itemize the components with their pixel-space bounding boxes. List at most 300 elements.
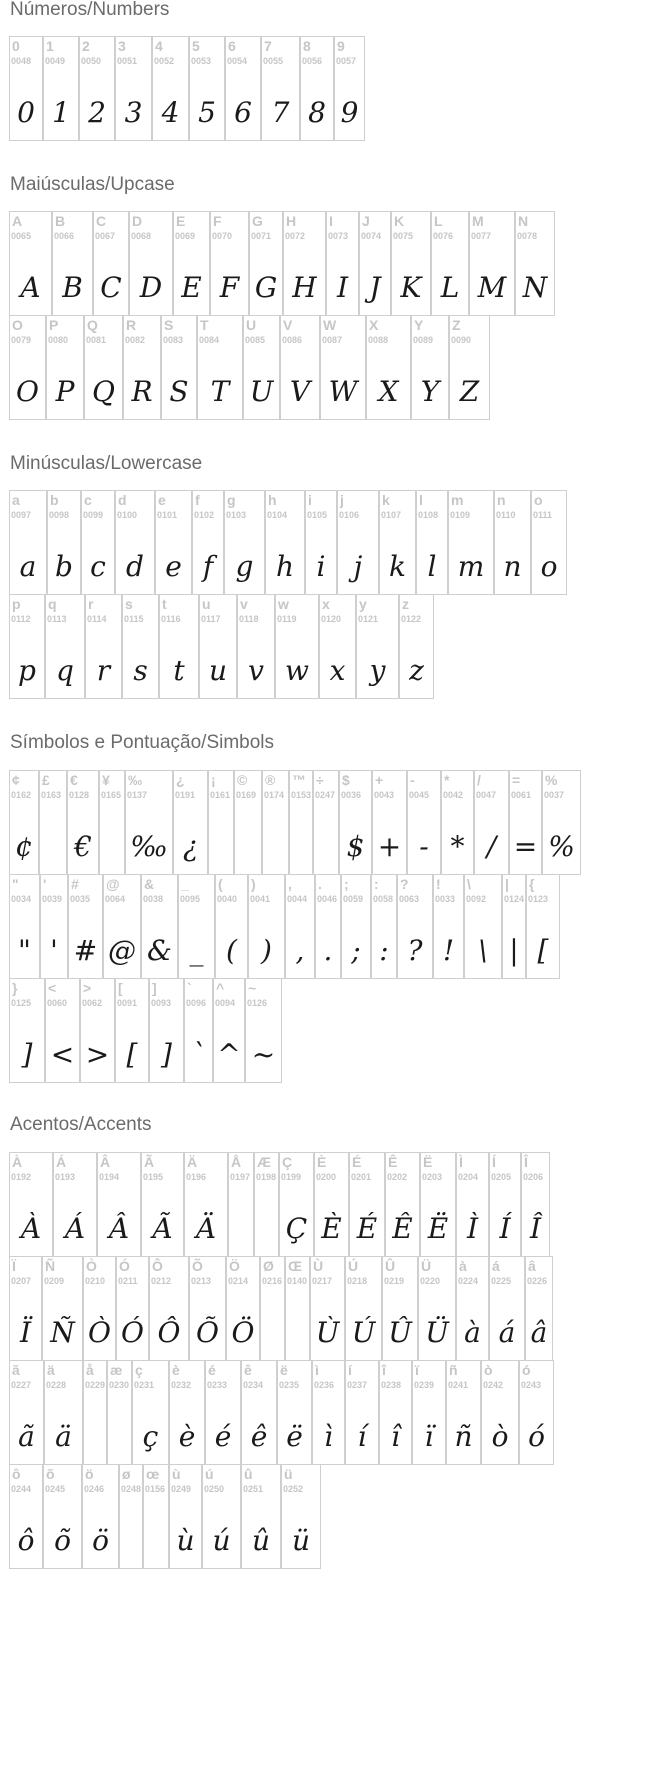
glyph-code-label: 0038 [143,894,164,904]
glyph-cell [265,490,305,595]
glyph-cell [83,1360,107,1465]
glyph-sample: ? [407,934,423,967]
glyph-code-label: 0076 [433,231,454,241]
glyph-code-label: 0231 [134,1380,155,1390]
glyph-char-label: N [518,213,529,229]
glyph-code-label: 0163 [41,790,62,800]
glyph-char-label: Ã [144,1154,155,1170]
glyph-sample: w [285,654,309,687]
glyph-code-label: 0233 [207,1380,228,1390]
glyph-cell [448,490,494,595]
glyph-code-label: 0122 [401,614,422,624]
glyph-sample: á [498,1316,516,1349]
glyph-sample: õ [54,1524,71,1557]
glyph-code-label: 0220 [420,1276,441,1286]
glyph-cell [115,490,155,595]
glyph-code-label: 0048 [11,56,32,66]
glyph-code-label: 0063 [399,894,420,904]
glyph-cell [9,1464,43,1569]
glyph-sample: ä [55,1420,72,1453]
glyph-cell [205,1360,241,1465]
glyph-code-label: 0107 [381,510,402,520]
glyph-sample [290,827,312,867]
glyph-cell [412,1360,446,1465]
glyph-sample [84,1417,106,1457]
glyph-cell [283,211,326,316]
glyph-code-label: 0218 [347,1276,368,1286]
glyph-char-label: ( [218,876,223,892]
glyph-cell [407,770,441,875]
glyph-code-label: 0091 [117,998,138,1008]
glyph-sample: Ú [351,1316,376,1349]
glyph-code-label: 0162 [11,790,32,800]
glyph-sample: / [486,830,497,863]
glyph-sample: ñ [454,1420,473,1453]
glyph-char-label: Î [524,1154,528,1170]
glyph-code-label: 0075 [393,231,414,241]
glyph-code-label: 0126 [247,998,268,1008]
glyph-sample: V [289,375,311,408]
glyph-char-label: Y [414,317,424,333]
glyph-sample: [ [126,1038,138,1071]
glyph-sample: ê [250,1420,268,1453]
glyph-code-label: 0161 [210,790,231,800]
glyph-char-label: ö [85,1466,94,1482]
glyph-cell [122,594,159,699]
glyph-sample: ( [226,934,237,967]
glyph-sample: Q [92,375,115,408]
glyph-char-label: > [83,980,92,996]
glyph-char-label: ¥ [102,772,110,788]
glyph-cell [521,1152,550,1257]
glyph-char-label: V [283,317,293,333]
glyph-code-label: 0251 [243,1484,264,1494]
glyph-cell [241,1464,281,1569]
glyph-char-label: Í [492,1154,496,1170]
glyph-code-label: 0203 [422,1172,443,1182]
glyph-code-label: 0249 [171,1484,192,1494]
glyph-code-label: 0033 [435,894,456,904]
glyph-char-label: ¢ [12,772,20,788]
glyph-cell [248,874,285,979]
glyph-char-label: Ó [119,1258,130,1274]
glyph-char-label: ò [484,1362,493,1378]
glyph-char-label: Å [231,1154,242,1170]
section-title: Minúsculas/Lowercase [10,453,203,474]
glyph-code-label: 0206 [523,1172,544,1182]
glyph-sample: c [90,550,106,583]
glyph-code-label: 0209 [44,1276,65,1286]
glyph-sample: B [62,271,83,304]
glyph-cell [245,978,282,1083]
glyph-char-label: - [410,772,415,788]
glyph-cell [192,490,224,595]
glyph-code-label: 0210 [85,1276,106,1286]
glyph-cell [123,315,161,420]
glyph-cell [285,1256,310,1361]
glyph-code-label: 0037 [544,790,565,800]
glyph-code-label: 0226 [527,1276,548,1286]
glyph-cell [420,1152,456,1257]
glyph-sample: # [73,934,98,967]
glyph-code-label: 0211 [118,1276,138,1286]
glyph-code-label: 0213 [191,1276,212,1286]
glyph-code-label: 0055 [263,56,284,66]
glyph-code-label: 0060 [47,998,68,1008]
glyph-cell [241,1360,277,1465]
glyph-char-label: ä [47,1362,55,1378]
glyph-code-label: 0062 [82,998,103,1008]
glyph-sample: Ñ [50,1316,75,1349]
glyph-sample: x [329,654,346,687]
glyph-cell [416,490,448,595]
glyph-char-label: Ì [459,1154,463,1170]
glyph-char-label: è [172,1362,180,1378]
glyph-cell [285,874,315,979]
glyph-cell [155,490,192,595]
glyph-sample: É [356,1212,378,1245]
glyph-char-label: I [329,213,333,229]
glyph-char-label: Á [56,1154,67,1170]
glyph-sample: C [100,271,122,304]
glyph-char-label: Æ [257,1154,271,1170]
glyph-cell [68,874,103,979]
glyph-cell [474,770,509,875]
glyph-code-label: 0236 [314,1380,335,1390]
glyph-char-label: ) [251,876,256,892]
glyph-cell [173,770,208,875]
glyph-cell [224,490,265,595]
glyph-code-label: 0114 [87,614,107,624]
glyph-char-label: ô [12,1466,21,1482]
glyph-code-label: 0217 [312,1276,333,1286]
glyph-sample: ì [324,1420,333,1453]
glyph-cell [47,490,81,595]
glyph-char-label: Q [87,317,98,333]
glyph-sample: è [178,1420,196,1453]
glyph-code-label: 0036 [341,790,362,800]
glyph-sample: Û [388,1316,412,1349]
glyph-sample: > [85,1038,110,1071]
glyph-code-label: 0229 [85,1380,106,1390]
glyph-code-label: 0238 [381,1380,402,1390]
glyph-char-label: c [84,492,92,508]
glyph-cell [45,594,85,699]
glyph-sample: ; [351,934,361,967]
glyph-cell [305,490,337,595]
glyph-sample: Õ [196,1316,219,1349]
glyph-sample: M [477,271,507,304]
glyph-cell [189,1256,226,1361]
glyph-cell [81,490,115,595]
glyph-cell [356,594,399,699]
glyph-code-label: 0093 [151,998,172,1008]
glyph-code-label: 0205 [491,1172,512,1182]
glyph-sample: $ [346,830,365,863]
glyph-code-label: 0105 [307,510,328,520]
glyph-cell [202,1464,241,1569]
glyph-code-label: 0246 [84,1484,105,1494]
glyph-sample: Ï [19,1316,32,1349]
glyph-cell [99,770,125,875]
glyph-char-label: ; [344,876,349,892]
glyph-code-label: 0095 [180,894,201,904]
glyph-code-label: 0193 [55,1172,76,1182]
glyph-char-label: ï [415,1362,419,1378]
glyph-sample: ] [21,1038,33,1071]
glyph-cell [9,490,47,595]
glyph-code-label: 0120 [321,614,342,624]
glyph-code-label: 0068 [131,231,152,241]
glyph-code-label: 0057 [336,56,357,66]
glyph-code-label: 0207 [11,1276,32,1286]
glyph-char-label: l [419,492,423,508]
glyph-sample: ï [424,1420,434,1453]
glyph-cell [228,1152,254,1257]
glyph-code-label: 0137 [127,790,148,800]
glyph-cell [129,211,173,316]
glyph-char-label: = [512,772,521,788]
glyph-char-label: û [244,1466,253,1482]
glyph-cell [213,978,245,1083]
glyph-char-label: Ü [421,1258,432,1274]
glyph-sample: d [126,550,144,583]
glyph-char-label: Ô [152,1258,163,1274]
glyph-char-label: s [125,596,133,612]
glyph-sample: ~ [251,1038,276,1071]
glyph-cell [215,874,248,979]
glyph-code-label: 0225 [491,1276,512,1286]
glyph-char-label: Ë [423,1154,433,1170]
glyph-code-label: 0234 [243,1380,264,1390]
glyph-sample: - [419,830,429,863]
glyph-char-label: ~ [248,980,257,996]
glyph-cell [116,1256,149,1361]
glyph-sample: Ì [466,1212,479,1245]
glyph-char-label: \ [467,876,471,892]
glyph-code-label: 0040 [217,894,238,904]
glyph-char-label: ñ [449,1362,458,1378]
glyph-code-label: 0086 [282,335,303,345]
glyph-code-label: 0044 [287,894,308,904]
glyph-sample: & [147,934,172,967]
glyph-sample: : [379,934,389,967]
glyph-cell [371,874,397,979]
glyph-char-label: k [382,492,390,508]
glyph-char-label: o [534,492,543,508]
glyph-sample: , [295,934,305,967]
glyph-code-label: 0085 [245,335,266,345]
glyph-sample: n [503,550,522,583]
glyph-cell [184,1152,228,1257]
glyph-code-label: 0110 [496,510,516,520]
glyph-cell [149,1256,189,1361]
glyph-cell [225,36,261,141]
glyph-char-label: á [492,1258,500,1274]
glyph-code-label: 0103 [226,510,247,520]
glyph-char-label: ™ [292,772,306,788]
glyph-cell [243,315,280,420]
glyph-sample: i [316,550,326,583]
glyph-char-label: ü [284,1466,293,1482]
glyph-char-label: q [48,596,57,612]
glyph-cell [509,770,542,875]
glyph-sample: ë [286,1420,303,1453]
glyph-char-label: . [318,876,322,892]
section-title: Acentos/Accents [10,1114,152,1135]
glyph-cell [313,770,339,875]
glyph-cell [300,36,334,141]
glyph-code-label: 0140 [287,1276,308,1286]
glyph-char-label: 5 [192,38,200,54]
glyph-code-label: 0066 [54,231,75,241]
glyph-char-label: y [359,596,367,612]
glyph-code-label: 0227 [11,1380,32,1390]
glyph-code-label: 0118 [239,614,259,624]
glyph-code-label: 0051 [117,56,138,66]
glyph-cell [345,1360,379,1465]
glyph-sample: G [254,271,278,304]
glyph-char-label: È [317,1154,327,1170]
glyph-code-label: 0058 [373,894,394,904]
glyph-code-label: 0201 [351,1172,372,1182]
glyph-char-label: Õ [192,1258,203,1274]
glyph-cell [9,1360,44,1465]
glyph-code-label: 0069 [175,231,196,241]
glyph-sample: Ó [121,1316,144,1349]
glyph-char-label: [ [118,980,123,996]
glyph-char-label: ù [172,1466,181,1482]
glyph-code-label: 0112 [11,614,31,624]
glyph-char-label: 4 [155,38,163,54]
glyph-cell [125,770,173,875]
glyph-cell [184,978,213,1083]
glyph-cell [456,1256,489,1361]
glyph-sample: 7 [271,96,290,129]
glyph-code-label: 0073 [328,231,349,241]
glyph-char-label: Ù [313,1258,324,1274]
glyph-sample: f [202,550,214,583]
glyph-char-label: u [202,596,211,612]
glyph-char-label: i [308,492,312,508]
glyph-sample: y [369,654,386,687]
glyph-cell [141,874,178,979]
glyph-char-label: g [227,492,236,508]
glyph-char-label: + [375,772,384,788]
glyph-sample: À [20,1212,42,1245]
glyph-code-label: 0053 [191,56,212,66]
glyph-cell [210,211,249,316]
glyph-code-label: 0212 [151,1276,172,1286]
glyph-code-label: 0106 [339,510,360,520]
glyph-cell [161,315,197,420]
glyph-cell [289,770,313,875]
glyph-code-label: 0056 [302,56,323,66]
glyph-char-label: h [268,492,277,508]
glyph-char-label: t [162,596,167,612]
glyph-char-label: R [126,317,137,333]
glyph-cell [341,874,371,979]
glyph-char-label: * [444,772,450,788]
glyph-code-label: 0191 [175,790,196,800]
glyph-code-label: 0034 [11,894,32,904]
glyph-code-label: 0047 [476,790,497,800]
glyph-sample: o [540,550,558,583]
glyph-code-label: 0250 [204,1484,225,1494]
glyph-cell [178,874,215,979]
glyph-sample: 0 [17,96,35,129]
glyph-sample: Â [108,1212,130,1245]
glyph-cell [531,490,567,595]
glyph-sample: â [530,1316,548,1349]
glyph-code-label: 0165 [101,790,122,800]
glyph-char-label: G [252,213,263,229]
glyph-cell [46,315,84,420]
glyph-sample [261,1313,284,1353]
glyph-char-label: œ [146,1466,160,1482]
glyph-char-label: 0 [12,38,20,54]
glyph-cell [515,211,555,316]
glyph-sample: v [248,654,264,687]
glyph-sample: 5 [198,96,216,129]
glyph-char-label: Û [385,1258,396,1274]
glyph-sample: ) [261,934,272,967]
glyph-cell [103,874,141,979]
glyph-cell [519,1360,554,1465]
glyph-sample: 4 [161,96,180,129]
glyph-char-label: ] [152,980,157,996]
glyph-cell [319,594,356,699]
glyph-cell [9,1152,53,1257]
glyph-cell [84,315,123,420]
glyph-sample: ! [442,934,455,967]
glyph-sample: j [353,550,363,583]
glyph-cell [411,315,449,420]
glyph-sample: a [19,550,37,583]
glyph-sample: * [450,830,465,863]
glyph-char-label: x [322,596,330,612]
glyph-sample: < [50,1038,75,1071]
glyph-cell [334,36,365,141]
glyph-char-label: ¿ [176,772,185,788]
glyph-sample: P [55,375,75,408]
glyph-code-label: 0245 [45,1484,66,1494]
glyph-sample: Ù [315,1316,340,1349]
glyph-sample: ç [142,1420,159,1453]
glyph-char-label: r [88,596,94,612]
glyph-sample: ö [92,1524,109,1557]
glyph-code-label: 0050 [81,56,102,66]
glyph-cell [9,1256,42,1361]
glyph-code-label: 0156 [145,1484,166,1494]
glyph-code-label: 0125 [11,998,32,1008]
glyph-sample: J [369,271,381,304]
glyph-cell [249,211,283,316]
glyph-sample: O [16,375,39,408]
glyph-code-label: 0228 [46,1380,67,1390]
glyph-cell [262,770,289,875]
glyph-sample: é [214,1420,232,1453]
glyph-sample: H [292,271,317,304]
glyph-sample [40,827,66,867]
glyph-char-label: 2 [82,38,90,54]
glyph-code-label: 0074 [361,231,382,241]
glyph-sample: " [18,934,31,967]
glyph-cell [9,770,39,875]
glyph-sample [209,827,233,867]
glyph-char-label: Ø [263,1258,274,1274]
glyph-cell [237,594,275,699]
